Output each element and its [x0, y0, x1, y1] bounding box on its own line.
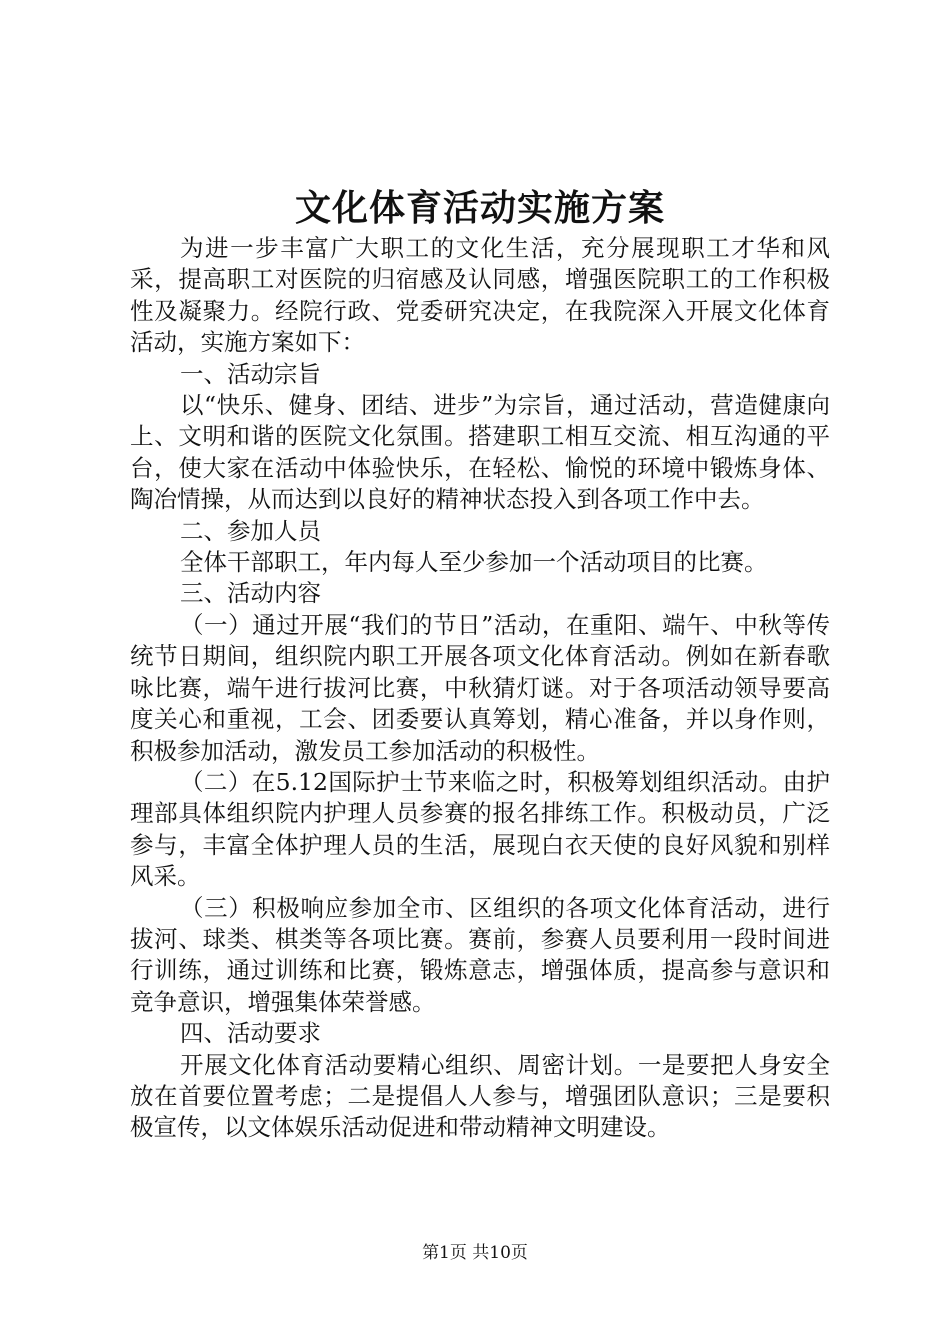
section-heading-participants: 二、参加人员: [180, 516, 321, 545]
content-paragraph-1: （一）通过开展“我们的节日”活动，在重阳、端午、中秋等传统节日期间，组织院内职工开展各项文化体育活动。例如在新春歌咏比赛，端午进行拔河比赛，中秋猜灯谜。对于各项活动领导要高度关心和重视，工会、团委要认真筹划，精心准备，并以身作则，积极参加活动，激发员工参加活动的积极性。: [130, 610, 830, 765]
document-title: 文化体育活动实施方案: [294, 188, 665, 229]
document-body: [130, 233, 830, 1144]
content-paragraph-2: （二）在5.12国际护士节来临之时，积极筹划组织活动。由护理部具体组织院内护理人员参赛的报名排练工作。积极动员，广泛参与，丰富全体护理人员的生活，展现白衣天使的良好风貌和别样风采。: [130, 767, 830, 891]
section-heading-content: 三、活动内容: [180, 579, 321, 608]
intro-paragraph: 为进一步丰富广大职工的文化生活，充分展现职工才华和风采，提高职工对医院的归宿感及认同感，增强医院职工的工作积极性及凝聚力。经院行政、党委研究决定，在我院深入开展文化体育活动，实施方案如下：: [130, 234, 830, 357]
content-paragraph-3: （三）积极响应参加全市、区组织的各项文化体育活动，进行拔河、球类、棋类等各项比赛。赛前，参赛人员要利用一段时间进行训练，通过训练和比赛，锻炼意志，增强体质，提高参与意识和竞争意识，增强集体荣誉感。: [130, 893, 830, 1016]
purpose-paragraph: 以“快乐、健身、团结、进步”为宗旨，通过活动，营造健康向上、文明和谐的医院文化氛围。搭建职工相互交流、相互沟通的平台，使大家在活动中体验快乐，在轻松、愉悦的环境中锻炼身体、陶冶情操，从而达到以良好的精神状态投入到各项工作中去。: [130, 391, 830, 514]
participants-paragraph: 全体干部职工，年内每人至少参加一个活动项目的比赛。: [180, 548, 768, 577]
section-heading-requirements: 四、活动要求: [180, 1019, 321, 1048]
requirements-paragraph: 开展文化体育活动要精心组织、周密计划。一是要把人身安全放在首要位置考虑；二是提倡人人参与，增强团队意识；三是要积极宣传，以文体娱乐活动促进和带动精神文明建设。: [130, 1050, 830, 1142]
section-heading-purpose: 一、活动宗旨: [180, 359, 321, 388]
page-number-footer: 第1页 共10页: [422, 1243, 528, 1263]
